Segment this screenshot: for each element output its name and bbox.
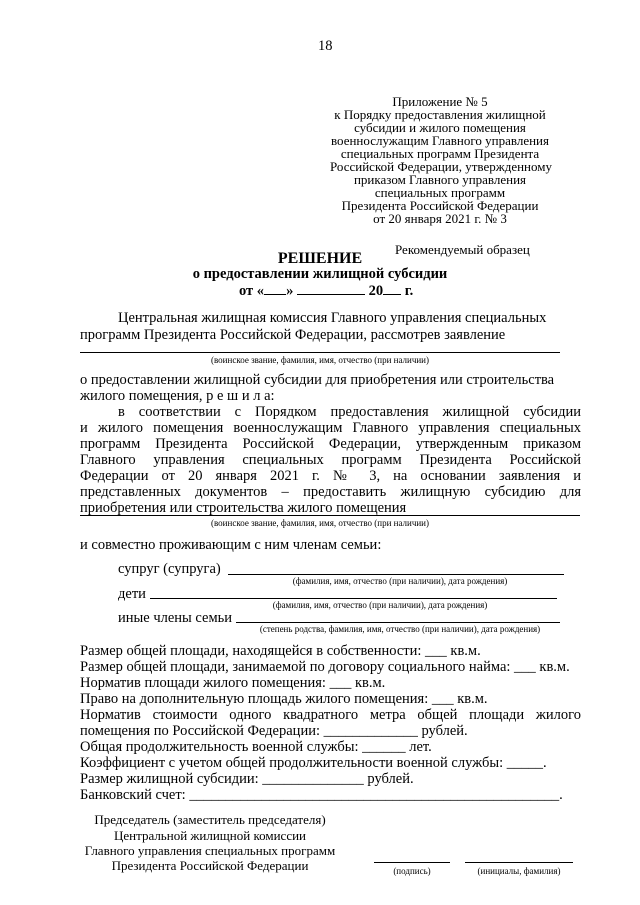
appendix-line: Президента Российской Федерации — [341, 198, 539, 213]
appendix-line: Приложение № 5 — [392, 94, 488, 109]
field-coefficient: Коэффициент с учетом общей продолжительности военной службы: _____. — [80, 755, 547, 771]
cost-line: Норматив стоимости одного квадратного метра общей площади жилого — [80, 707, 581, 723]
document-subtitle: о предоставлении жилищной субсидии — [192, 266, 448, 282]
page-number: 18 — [318, 38, 333, 54]
appendix-line: Российской Федерации, утвержденному — [330, 159, 552, 174]
date-year-field[interactable] — [383, 294, 401, 295]
children-caption: (фамилия, имя, отчество (при наличии), дата рождения) — [272, 600, 488, 610]
date-suffix: г. — [404, 283, 414, 299]
signer-line: Председатель (заместитель председателя) — [94, 812, 326, 827]
recipient-caption: (воинское звание, фамилия, имя, отчество (при наличии) — [211, 518, 429, 528]
date-line — [239, 283, 413, 300]
field-norm-area: Норматив площади жилого помещения: ___ кв.м. — [80, 675, 386, 691]
appendix-line: специальных программ — [374, 185, 506, 200]
appendix-line: военнослужащим Главного управления — [331, 133, 549, 148]
signer-line: Президента Российской Федерации — [111, 858, 309, 873]
body-line: приобретения или строительства жилого помещения — [80, 500, 407, 516]
applicant-caption: (воинское звание, фамилия, имя, отчество (при наличии) — [211, 355, 429, 365]
spouse-caption: (фамилия, имя, отчество (при наличии), дата рождения) — [292, 576, 508, 586]
signer-line: Главного управления специальных программ — [84, 843, 336, 858]
date-day-field[interactable] — [264, 294, 286, 295]
body-line: и жилого помещения военнослужащим Главного управления специальных — [80, 420, 581, 436]
signer-line: Центральной жилищной комиссии — [113, 828, 307, 843]
body-line: представленных документов – предоставить жилищную субсидию для — [80, 484, 581, 500]
cost-line: помещения по Российской Федерации: _____________ рублей. — [80, 723, 468, 739]
recommended-sample: Рекомендуемый образец — [395, 242, 530, 257]
body-line: в соответствии с Порядком предоставления жилищной субсидии — [118, 404, 581, 420]
field-bank-account: Банковский счет: ___________________________________________________. — [80, 787, 563, 803]
recipient-field[interactable] — [80, 515, 580, 516]
children-field[interactable] — [150, 598, 557, 599]
field-subsidy-amount: Размер жилищной субсидии: ______________ рублей. — [80, 771, 414, 787]
signature-caption: (подпись) — [393, 866, 431, 876]
date-month-field[interactable] — [297, 294, 365, 295]
appendix-line: специальных программ Президента — [340, 146, 540, 161]
body-line: программ Президента Российской Федерации, утвержденным приказом — [80, 436, 581, 452]
about-line: жилого помещения, р е ш и л а: — [80, 388, 275, 404]
appendix-line: приказом Главного управления — [353, 172, 527, 187]
date-prefix: от « — [239, 283, 265, 299]
others-field[interactable] — [236, 622, 560, 623]
body-line: Федерации от 20 января 2021 г. № 3, на основании заявления и — [80, 468, 581, 484]
about-line: о предоставлении жилищной субсидии для приобретения или строительства — [80, 372, 555, 388]
field-extra-area: Право на дополнительную площадь жилого помещения: ___ кв.м. — [80, 691, 488, 707]
body-line: Главного управления специальных программ Президента Российской — [80, 452, 581, 468]
initials-caption: (инициалы, фамилия) — [477, 866, 561, 876]
date-year: 20 — [368, 283, 384, 299]
spouse-field[interactable] — [228, 574, 564, 575]
field-service-length: Общая продолжительность военной службы: ______ лет. — [80, 739, 432, 755]
appendix-line: от 20 января 2021 г. № 3 — [373, 211, 507, 226]
intro-line: Центральная жилищная комиссия Главного управления специальных — [118, 310, 547, 326]
field-owned-area: Размер общей площади, находящейся в собственности: ___ кв.м. — [80, 643, 481, 659]
family-intro: и совместно проживающим с ним членам семьи: — [80, 537, 382, 553]
others-label: иные члены семьи — [118, 610, 233, 626]
others-caption: (степень родства, фамилия, имя, отчество (при наличии), дата рождения) — [259, 624, 541, 634]
spouse-label: супруг (супруга) — [118, 561, 221, 577]
appendix-line: к Порядку предоставления жилищной — [334, 107, 546, 122]
initials-field[interactable] — [465, 862, 573, 863]
applicant-field[interactable] — [80, 352, 560, 353]
signature-field[interactable] — [374, 862, 450, 863]
date-mid: » — [286, 283, 294, 299]
document-title: РЕШЕНИЕ — [277, 250, 363, 267]
children-label: дети — [118, 586, 146, 602]
intro-line: программ Президента Российской Федерации, рассмотрев заявление — [80, 327, 506, 343]
field-social-area: Размер общей площади, занимаемой по договору социального найма: ___ кв.м. — [80, 659, 570, 675]
appendix-line: субсидии и жилого помещения — [354, 120, 526, 135]
